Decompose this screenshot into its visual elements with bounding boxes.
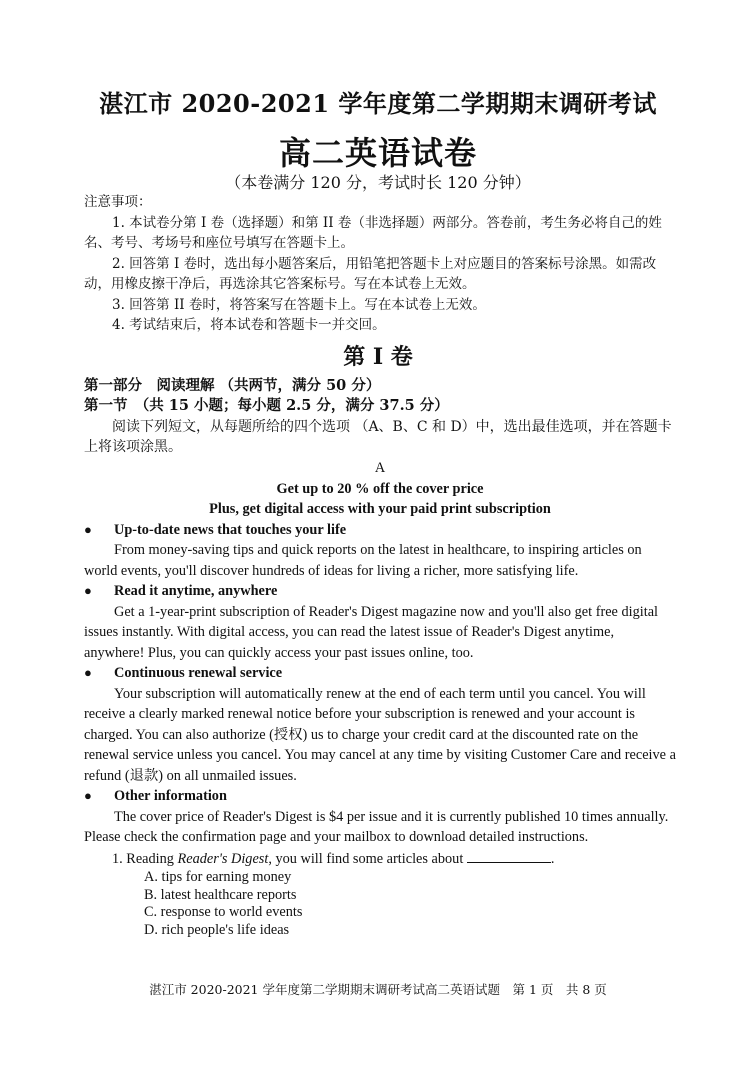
- bullet-icon: ●: [84, 665, 92, 680]
- bullet-icon: ●: [84, 583, 92, 598]
- section-title: 第一节 （共 15 小题；每小题 2.5 分，满分 37.5 分）: [84, 397, 449, 414]
- notes-item-3: 3. 回答第 II 卷时，将答案写在答题卡上。写在本试卷上无效。: [112, 296, 486, 313]
- exam-title: 湛江市 2020-2021 学年度第二学期期末调研考试: [99, 89, 657, 118]
- bullet-icon: ●: [84, 521, 92, 537]
- answer-blank: [467, 848, 551, 863]
- notes-item-4: 4. 考试结束后，将本试卷和答题卡一并交回。: [112, 317, 386, 333]
- option-b: B. latest healthcare reports: [144, 886, 297, 903]
- notes-item-1: 1. 本试卷分第 I 卷（选择题）和第 II 卷（非选择题）两部分。答卷前，考生务必将自己的姓名、考号、考场号和座位号填写在答题卡上。: [84, 214, 662, 251]
- question-stem-prefix: 1. Reading: [112, 850, 178, 867]
- passage-headline-1: Get up to 20 % off the cover price: [276, 480, 484, 497]
- section-heading-text: Other information: [114, 788, 227, 804]
- option-c: C. response to world events: [144, 904, 303, 920]
- section-paragraph: Your subscription will automatically renew at the end of each term until you cancel. You will receive a clearly marked renewal notice before your subscription is renewed and your account is charged. You can also authorize (授权) us to charge your credit card at the discounted rate on the renewal service unless you cancel. You may cancel at any time by visiting Customer Care and receive a refund (退款) on all unmailed issues.: [84, 685, 676, 784]
- part-title: 第一部分 阅读理解 （共两节，满分 50 分）: [84, 377, 381, 394]
- section-heading: [84, 663, 676, 684]
- exam-subject-title: 高二英语试卷: [278, 134, 477, 172]
- instruction-text: 阅读下列短文，从每题所给的四个选项 （A、B、C 和 D）中，选出最佳选项，并在答题卡上将该项涂黑。: [84, 419, 672, 455]
- option-a: A. tips for earning money: [144, 869, 292, 885]
- section-heading-text: Read it anytime, anywhere: [114, 583, 278, 599]
- question-stem-suffix: , you will find some articles about: [268, 850, 464, 867]
- section-heading: [84, 786, 676, 807]
- notes-heading: 注意事项：: [84, 194, 152, 210]
- bullet-icon: ●: [84, 788, 92, 803]
- reading-instruction: [84, 417, 676, 457]
- section-paragraph: The cover price of Reader's Digest is $4 per issue and it is currently published 10 times annually. Please check the confirmation page and your mailbox to download detailed instructions.: [84, 808, 669, 845]
- volume-title: 第 I 卷: [343, 344, 413, 370]
- passage-a: [84, 458, 676, 939]
- question-1-stem: [84, 848, 676, 870]
- part-header: [84, 376, 684, 416]
- page-footer: 湛江市 2020-2021 学年度第二学期期末调研考试高二英语试题 第 1 页 共 8 页: [149, 982, 607, 997]
- question-stem-end: .: [550, 850, 555, 867]
- section-heading: [84, 581, 676, 602]
- instructions-notes: [84, 192, 680, 336]
- section-heading-text: Up-to-date news that touches your life: [114, 521, 347, 538]
- passage-letter: A: [374, 460, 386, 476]
- option-d: D. rich people's life ideas: [144, 921, 290, 938]
- question-stem-italic: Reader's Digest: [177, 850, 269, 867]
- exam-score-note: （本卷满分 120 分，考试时长 120 分钟）: [225, 173, 531, 192]
- section-paragraph: From money-saving tips and quick reports on the latest in healthcare, to inspiring articles on world events, you'll discover hundreds of ideas for living a richer, more satisfying life.: [84, 542, 642, 579]
- section-heading-text: Continuous renewal service: [114, 665, 283, 681]
- section-paragraph: Get a 1-year-print subscription of Reader's Digest magazine now and you'll also get free digital issues instantly. With digital access, you can read the latest issue of Reader's Digest anytime, anywhere! Plus, you can quickly access your past issues online, too.: [84, 603, 659, 661]
- passage-headline-2: Plus, get digital access with your paid print subscription: [209, 501, 551, 517]
- notes-item-2: 2. 回答第 I 卷时，选出每小题答案后，用铅笔把答题卡上对应题目的答案标号涂黑。如需改动，用橡皮擦干净后，再选涂其它答案标号。写在本试卷上无效。: [84, 255, 657, 292]
- section-heading: [84, 520, 676, 541]
